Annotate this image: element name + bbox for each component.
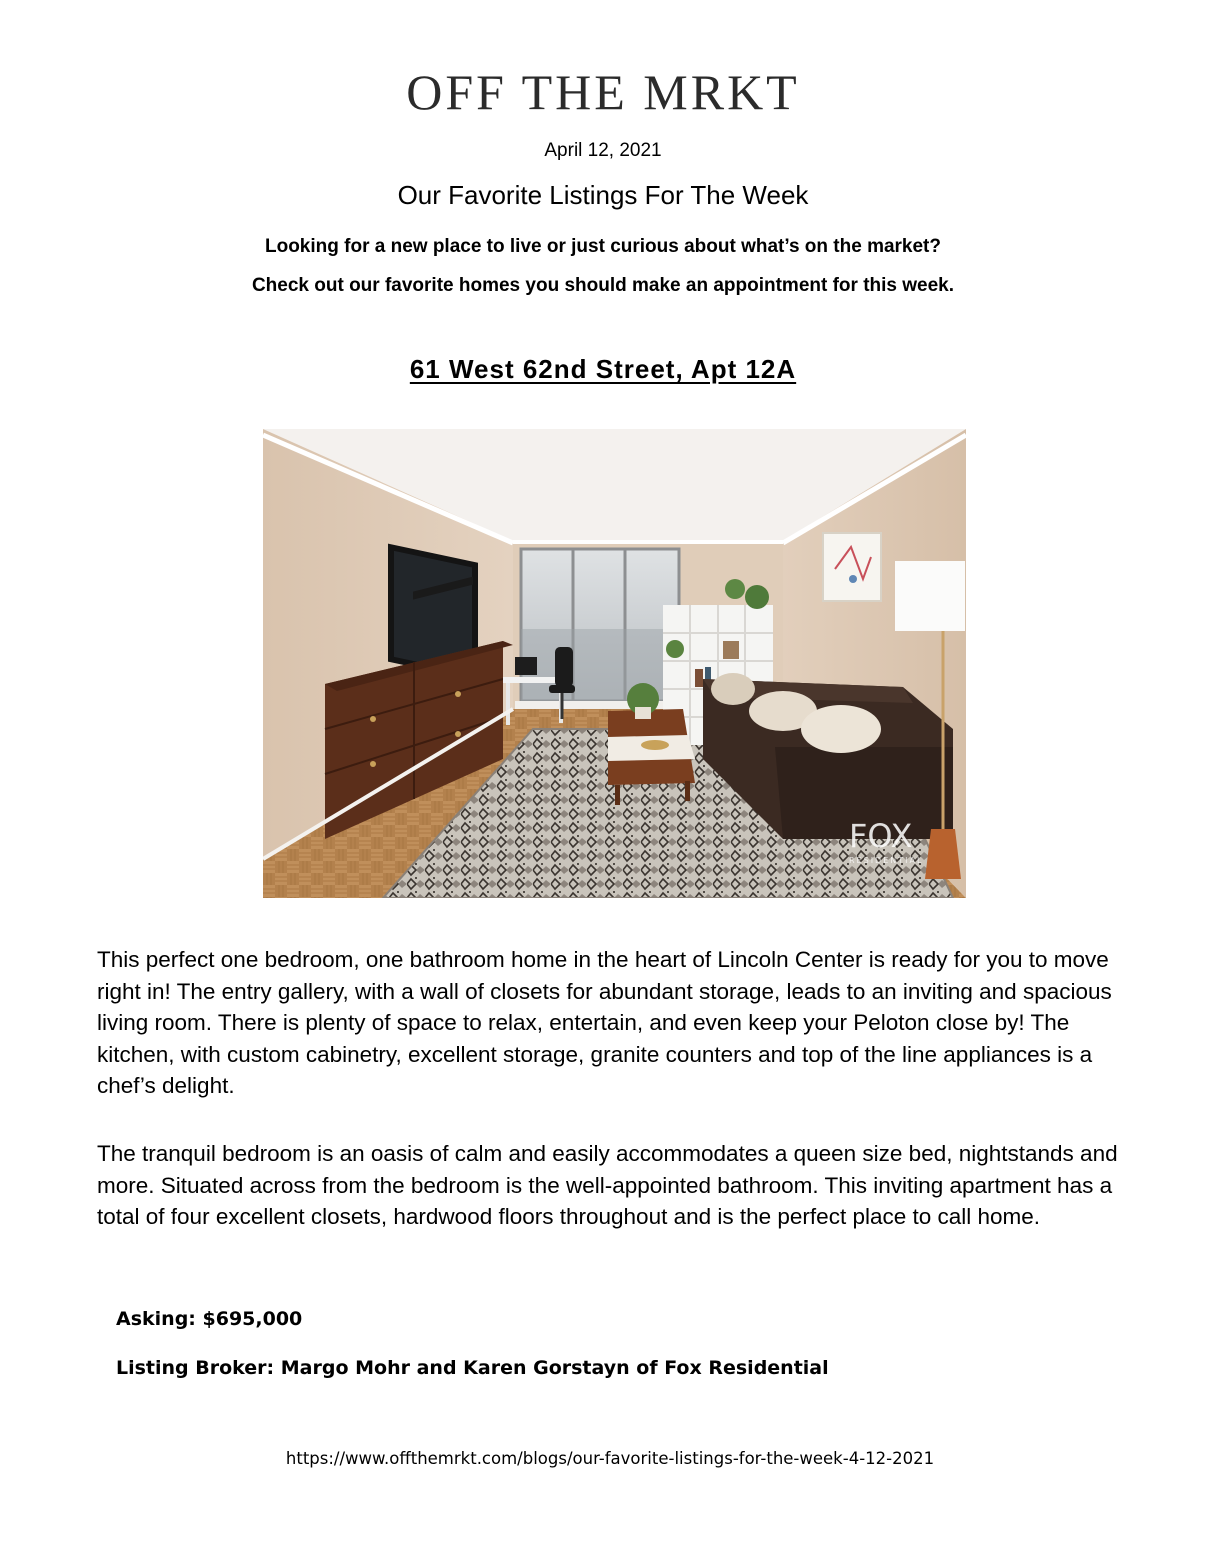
masthead-logo: OFF THE MRKT	[406, 64, 800, 120]
description-paragraph-2: The tranquil bedroom is an oasis of calm and easily accommodates a queen size bed, nightstands and more. Situated across from the bedroom is the well-appointed bathroom. This inviting apartment has a total of four excellent closets, hardwood floors throughout and is the perfect place to call home.	[97, 1141, 1118, 1229]
description-paragraph-1: This perfect one bedroom, one bathroom home in the heart of Lincoln Center is ready for you to move right in! The entry gallery, with a wall of closets for abundant storage, leads to an inviting and spacious living room. There is plenty of space to relax, entertain, and even keep your Peloton close by! The kitchen, with custom cabinetry, excellent storage, granite counters and top of the line appliances is a chef’s delight.	[97, 947, 1112, 1098]
listing-broker: Listing Broker: Margo Mohr and Karen Gorstayn of Fox Residential	[116, 1357, 829, 1379]
intro-line-2: Check out our favorite homes you should make an appointment for this week.	[251, 275, 955, 296]
photo-watermark-brand: FOX	[849, 817, 913, 855]
listing-address: 61 West 62nd Street, Apt 12A	[409, 354, 797, 384]
photo-watermark-sub: RESIDENTIAL	[849, 856, 924, 865]
listing-photo	[263, 429, 966, 898]
page-title: Our Favorite Listings For The Week	[397, 180, 809, 210]
source-url: https://www.offthemrkt.com/blogs/our-favorite-listings-for-the-week-4-12-2021	[285, 1449, 935, 1468]
publish-date: April 12, 2021	[544, 140, 662, 161]
intro-line-1: Looking for a new place to live or just curious about what’s on the market?	[264, 236, 941, 257]
asking-price: Asking: $695,000	[116, 1308, 303, 1330]
